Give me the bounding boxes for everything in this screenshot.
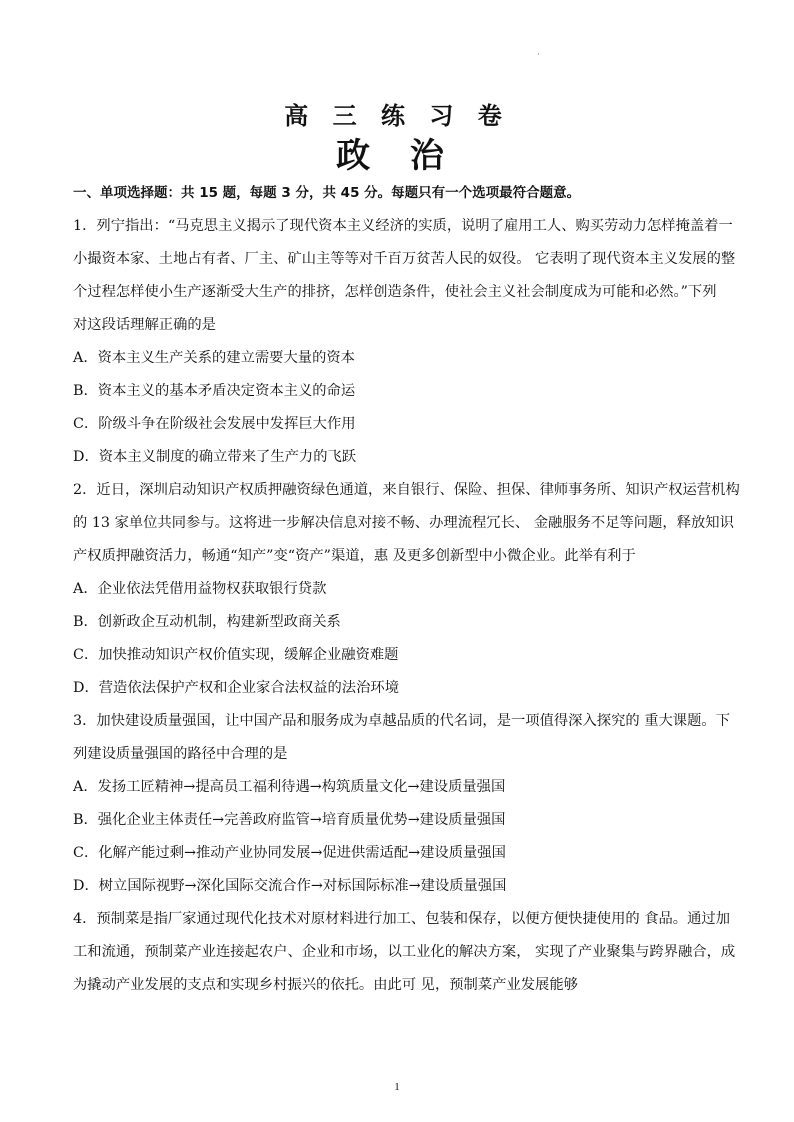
q2-option-a: A．企业依法凭借用益物权获取银行贷款: [73, 581, 327, 597]
q1-stem-line: 1．列宁指出：“马克思主义揭示了现代资本主义经济的实质，说明了雇用工人、购买劳动力怎样掩盖着一: [73, 218, 733, 234]
q3-stem-line: 列建设质量强国的路径中合理的是: [73, 746, 288, 762]
q4-stem-line: 4．预制菜是指厂家通过现代化技术对原材料进行加工、包装和保存，以便方便快捷使用的 食品。通过加: [73, 911, 730, 927]
q2-option-c: C．加快推动知识产权价值实现，缓解企业融资难题: [73, 647, 399, 663]
page-number: 1: [394, 1081, 400, 1093]
q3-stem-line: 3．加快建设质量强国，让中国产品和服务成为卓越品质的代名词，是一项值得深入探究的 重大课题。下: [73, 713, 730, 729]
section-heading: 一、单项选择题：共 15 题，每题 3 分，共 45 分。每题只有一个选项最符合题意。: [73, 185, 581, 201]
header-mark: ·: [537, 50, 540, 60]
q3-option-c: C．化解产能过剩→推动产业协同发展→促进供需适配→建设质量强国: [73, 845, 506, 861]
q2-stem-line: 的 13 家单位共同参与。这将进一步解决信息对接不畅、办理流程冗长、 金融服务不足等问题，释放知识: [73, 515, 734, 531]
q4-stem-line: 为撬动产业发展的支点和实现乡村振兴的依托。由此可 见，预制菜产业发展能够: [73, 977, 578, 993]
q2-option-b: B．创新政企互动机制，构建新型政商关系: [73, 614, 341, 630]
q1-option-c: C．阶级斗争在阶级社会发展中发挥巨大作用: [73, 416, 356, 432]
q1-stem-line: 小撮资本家、土地占有者、厂主、矿山主等等对千百万贫苦人民的奴役。 它表明了现代资本主义发展的整: [73, 251, 736, 267]
q2-stem-line: 产权质押融资活力，畅通“知产”变“资产”渠道，惠 及更多创新型中小微企业。此举有利于: [73, 548, 636, 564]
q2-option-d: D．营造依法保护产权和企业家合法权益的法治环境: [73, 680, 399, 696]
q1-option-a: A．资本主义生产关系的建立需要大量的资本: [73, 350, 355, 366]
q2-stem-line: 2．近日，深圳启动知识产权质押融资绿色通道，来自银行、保险、担保、律师事务所、知识产权运营机构: [73, 482, 740, 498]
q1-stem-line: 对这段话理解正确的是: [73, 317, 216, 333]
q3-option-d: D．树立国际视野→深化国际交流合作→对标国际标准→建设质量强国: [73, 878, 507, 894]
q3-option-b: B．强化企业主体责任→完善政府监管→培育质量优势→建设质量强国: [73, 812, 506, 828]
q1-stem-line: 个过程怎样使小生产逐渐受大生产的排挤，怎样创造条件，使社会主义社会制度成为可能和必然。”下列: [73, 284, 717, 300]
q1-option-b: B．资本主义的基本矛盾决定资本主义的命运: [73, 383, 356, 399]
q1-option-d: D．资本主义制度的确立带来了生产力的飞跃: [73, 449, 357, 465]
exam-title: 高 三 练 习 卷: [284, 101, 510, 130]
q4-stem-line: 工和流通，预制菜产业连接起农户、企业和市场，以工业化的解决方案， 实现了产业聚集与跨界融合，成: [73, 944, 736, 960]
q3-option-a: A．发扬工匠精神→提高员工福利待遇→构筑质量文化→建设质量强国: [73, 779, 506, 795]
subject-title: 政 治: [336, 136, 458, 176]
